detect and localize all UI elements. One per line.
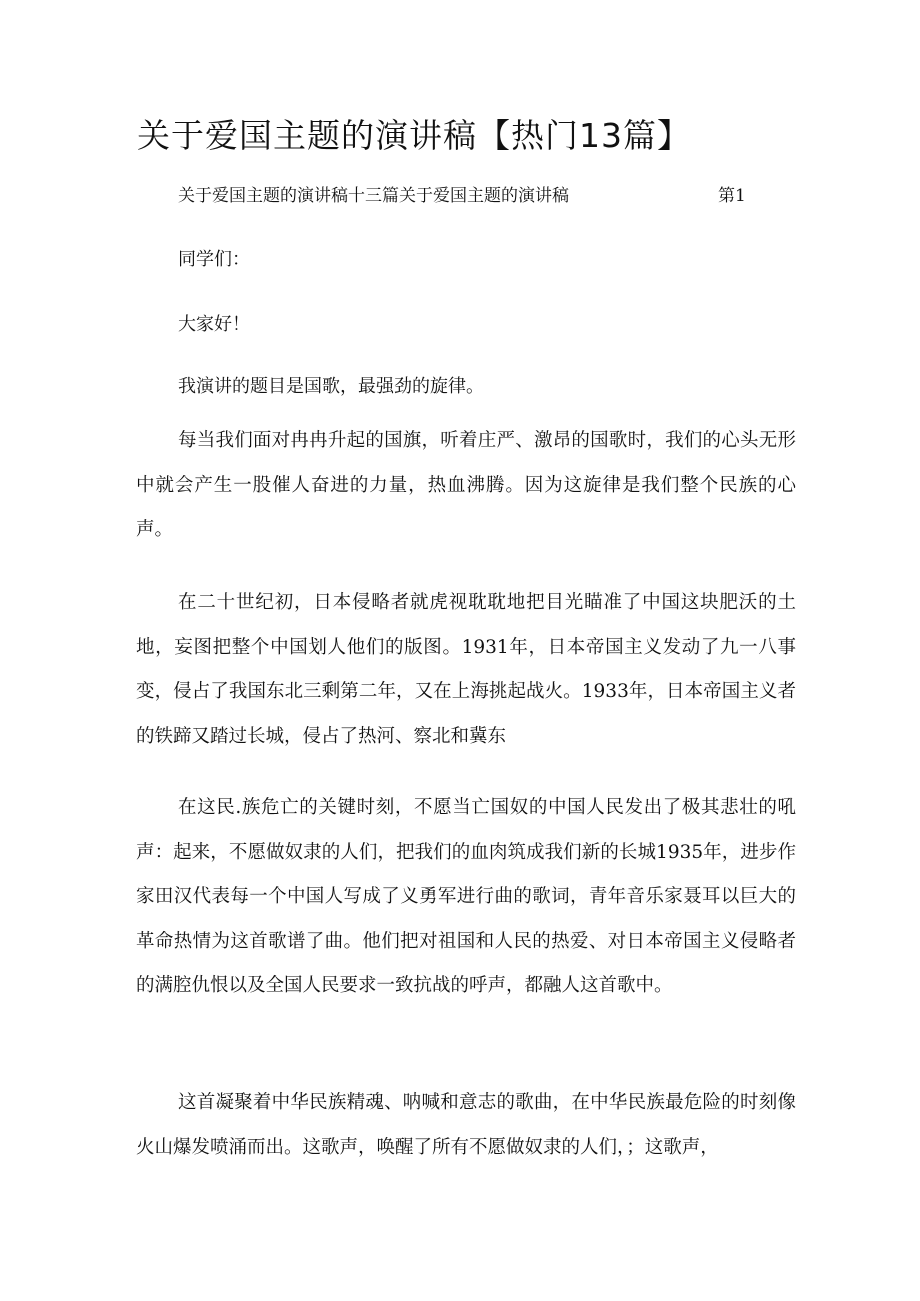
document-title: 关于爱国主题的演讲稿【热门13篇】 [137, 116, 691, 155]
speech-topic: 我演讲的题目是国歌，最强劲的旋律。 [178, 376, 484, 397]
paragraph-2: 在二十世纪初，日本侵略者就虎视耽耽地把目光瞄准了中国这块肥沃的土地，妄图把整个中国划人他们的版图。1931年，日本帝国主义发动了九一八事变，侵占了我国东北三剩第二年，又在上海挑起战火。1933年，日本帝国主义者的铁蹄又踏过长城，侵占了热河、察北和冀东 [136, 592, 796, 747]
part-label: 第1 [718, 186, 746, 206]
document-subtitle: 关于爱国主题的演讲稿十三篇关于爱国主题的演讲稿 [178, 186, 569, 206]
paragraph-1: 每当我们面对冉冉升起的国旗，听着庄严、激昂的国歌时，我们的心头无形中就会产生一股催人奋进的力量，热血沸腾。因为这旋律是我们整个民族的心声。 [136, 430, 796, 540]
salutation: 大家好！ [178, 314, 250, 335]
paragraph-3: 在这民.族危亡的关键时刻，不愿当亡国奴的中国人民发出了极其悲壮的吼声：起来，不愿做奴隶的人们，把我们的血肉筑成我们新的长城1935年，进步作家田汉代表每一个中国人写成了义勇军进行曲的歌词，青年音乐家聂耳以巨大的革命热情为这首歌谱了曲。他们把对祖国和人民的热爱、对日本帝国主义侵略者的满腔仇恨以及全国人民要求一致抗战的呼声，都融人这首歌中。 [136, 797, 796, 996]
greeting: 同学们： [178, 249, 250, 270]
paragraph-4: 这首凝聚着中华民族精魂、呐喊和意志的歌曲，在中华民族最危险的时刻像火山爆发喷涌而出。这歌声，唤醒了所有不愿做奴隶的人们，；这歌声， [136, 1092, 796, 1158]
